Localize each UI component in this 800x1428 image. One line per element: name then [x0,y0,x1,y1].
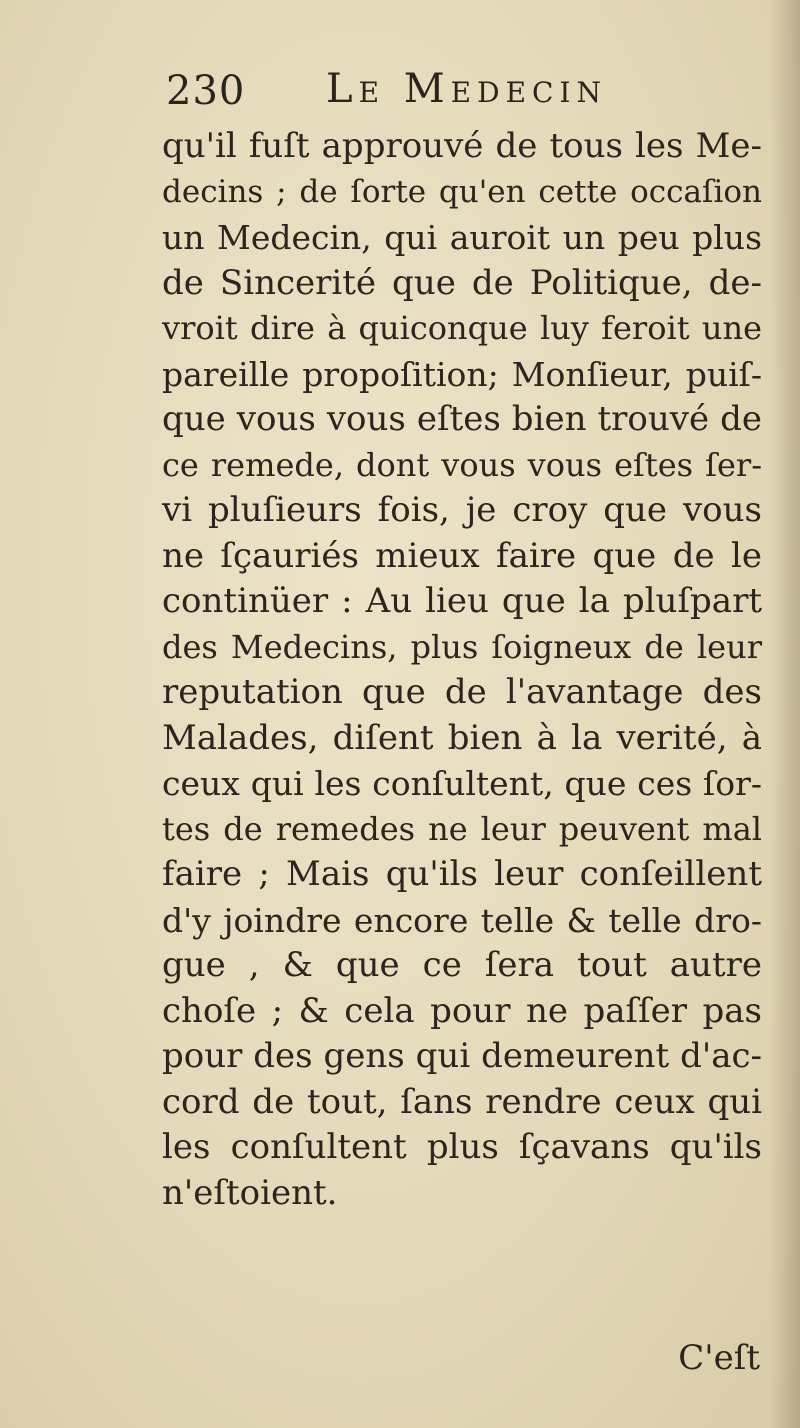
text-line: vroit dire à quiconque luy feroit une [162,309,762,347]
page-gutter-shadow [770,0,800,1428]
text-line: decins ; de ſorte qu'en cette occaſion [162,173,762,210]
text-line: ne ſçauriés mieux faire que de le [162,535,762,576]
text-line: cord de tout, ſans rendre ceux qui [162,1081,762,1122]
text-line: n'eſtoient. [162,1172,338,1213]
text-line: tes de remedes ne leur peuvent mal [162,809,762,848]
page-header [166,66,726,122]
text-line: les conſultent plus ſçavans qu'ils [162,1127,762,1167]
text-line: pareille propoſition; Monſieur, puiſ- [162,354,762,394]
text-line: ceux qui les conſultent, que ces ſor- [162,764,762,803]
text-line: des Medecins, plus ſoigneux de leur [162,627,762,666]
text-line: gue , & que ce ſera tout autre [162,945,762,985]
text-line: que vous vous eſtes bien trouvé de [162,399,762,439]
text-line: d'y joindre encore telle & telle dro- [162,900,762,940]
running-title: Le Medecin [326,66,607,112]
text-line: faire ; Mais qu'ils leur conſeillent [162,854,762,894]
text-line: reputation que de l'avantage des [162,672,762,712]
text-line: un Medecin, qui auroit un peu plus [162,218,762,257]
text-line: choſe ; & cela pour ne paſſer pas [162,990,762,1031]
text-line: ce remede, dont vous vous eſtes ſer- [162,445,762,484]
page-number: 230 [166,68,246,114]
text-line: de Sincerité que de Politique, de- [162,262,762,303]
text-line: vi pluſieurs fois, je croy que vous [162,490,762,530]
text-line: continüer : Au lieu que la pluſpart [162,581,762,621]
text-line: qu'il fuſt approuvé de tous les Me- [162,126,762,166]
body-text [162,124,762,1216]
text-line: Malades, diſent bien à la verité, à [162,717,762,758]
catchword: C'eſt [678,1338,760,1378]
text-line: pour des gens qui demeurent d'ac- [162,1036,762,1076]
